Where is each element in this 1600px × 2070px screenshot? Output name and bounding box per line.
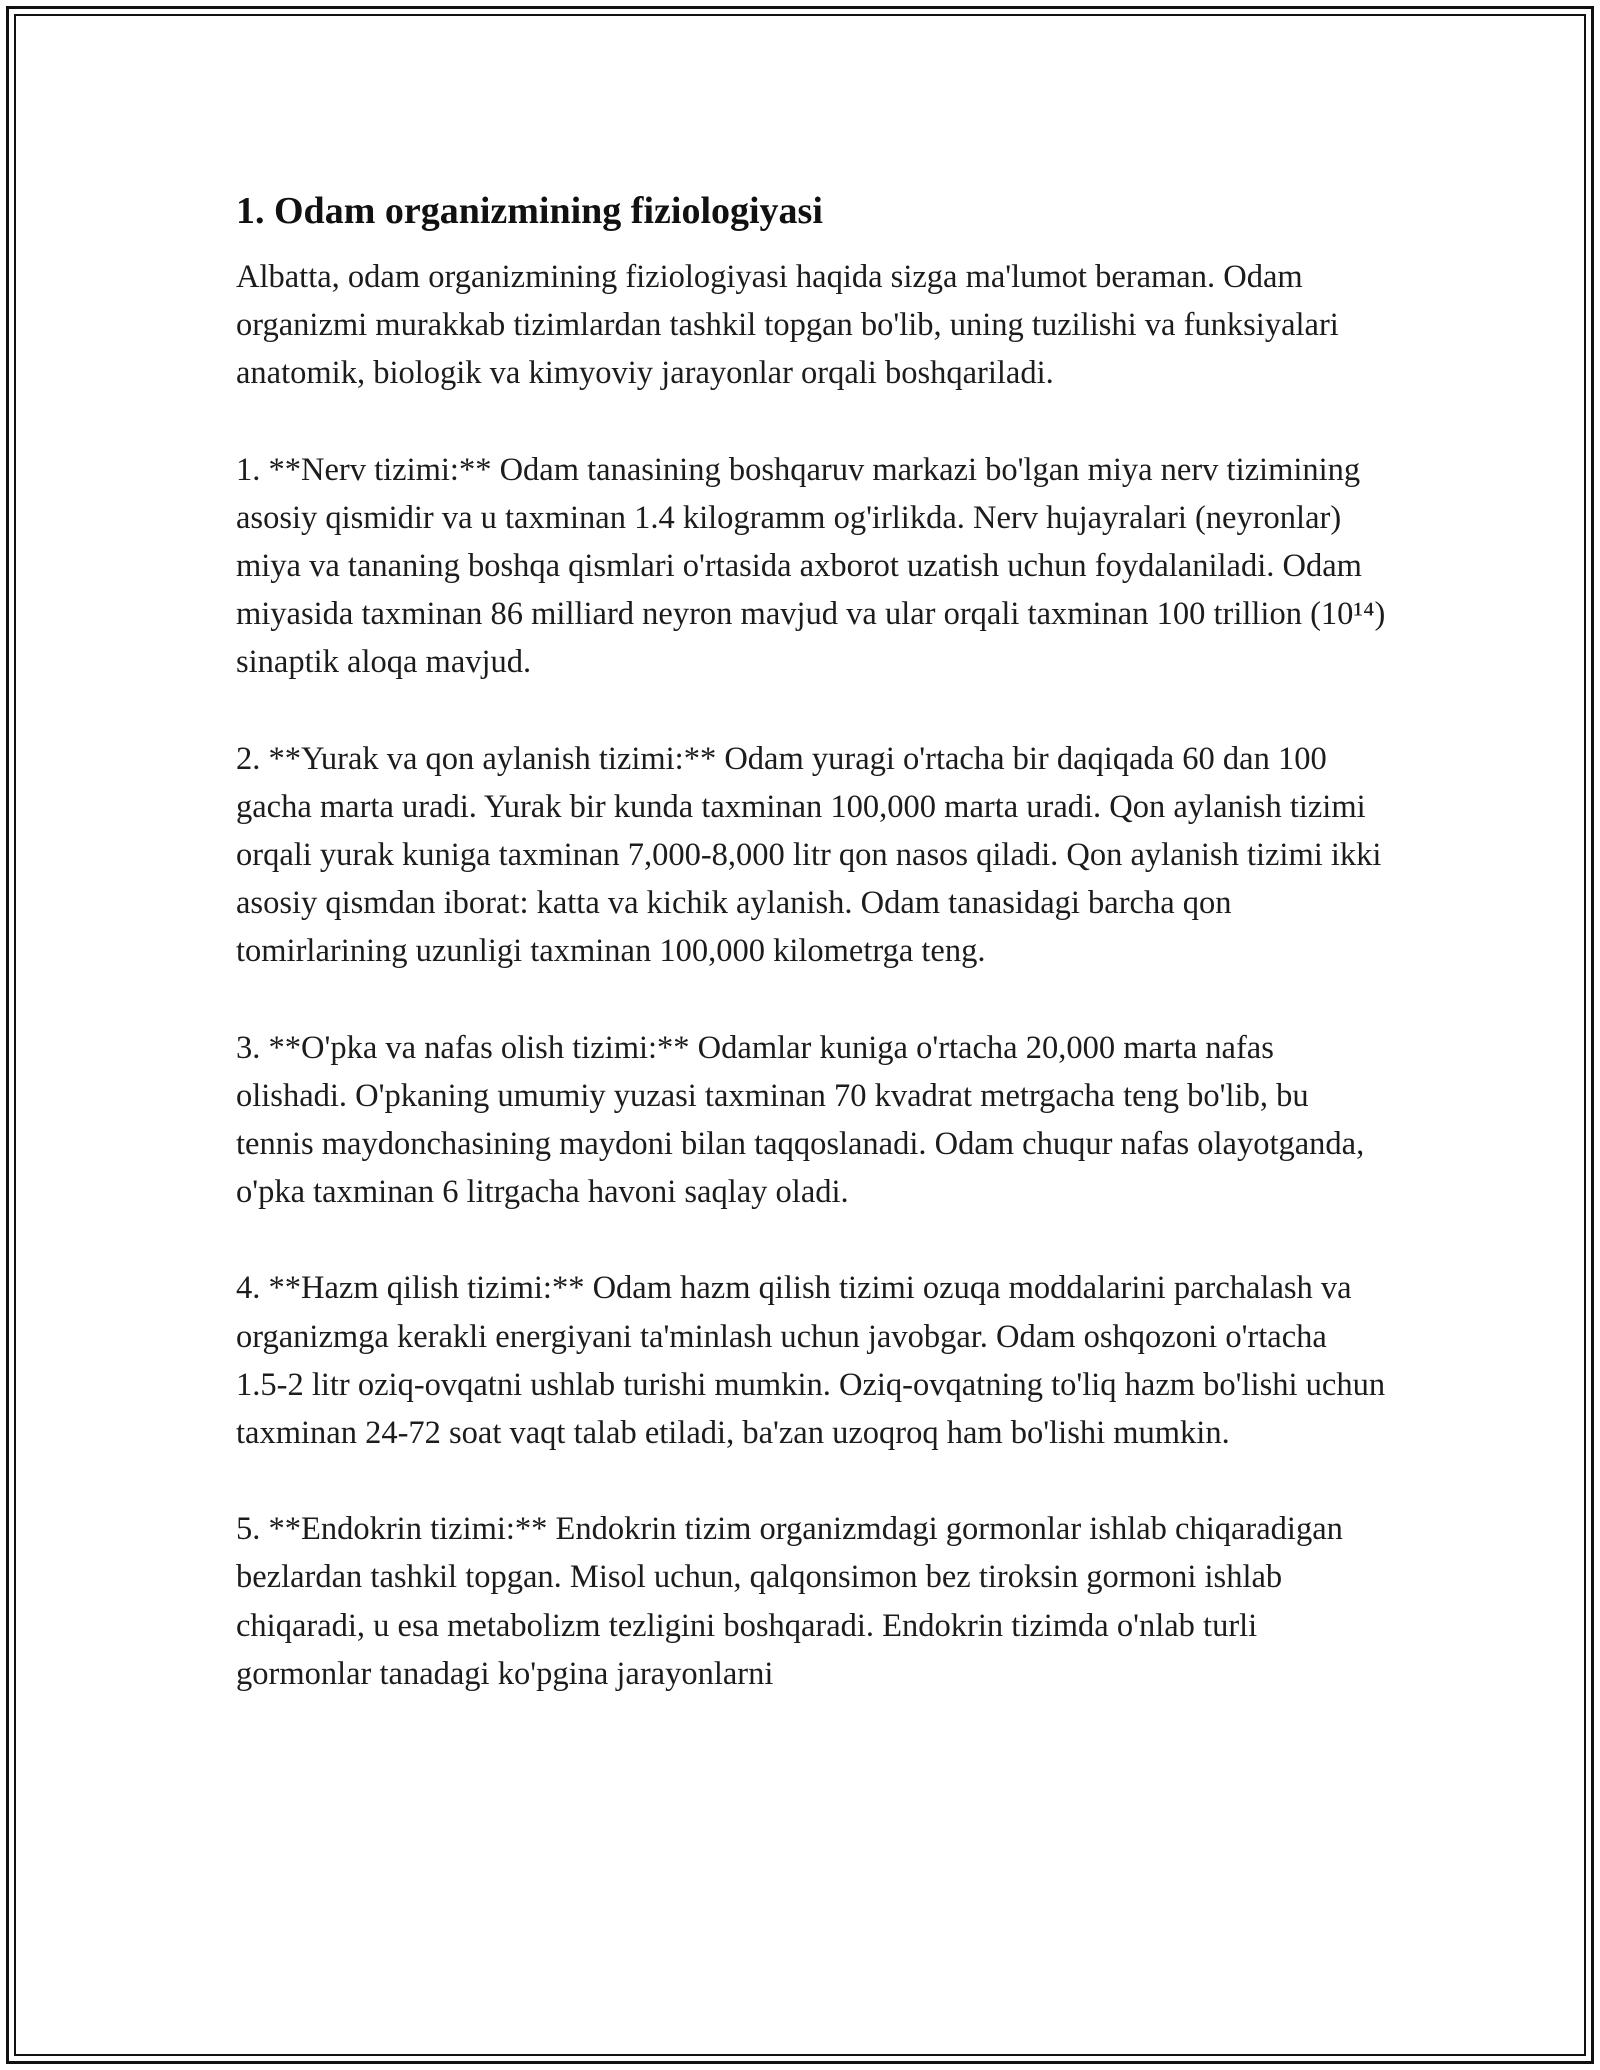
nervous-system-paragraph: 1. **Nerv tizimi:** Odam tanasining boshqaruv markazi bo'lgan miya nerv tizimining asosiy qismidir va u taxminan 1.4 kilogramm og'irlikda. Nerv hujayralari (neyronlar) miya va tananing boshqa qismlari o'rtasida axborot uzatish uchun foydalaniladi. Odam miyasida taxminan 86 milliard neyron mavjud va ular orqali taxminan 100 trillion (10¹⁴) sinaptik aloqa mavjud. (236, 451, 1386, 681)
respiratory-system-paragraph: 3. **O'pka va nafas olish tizimi:** Odamlar kuniga o'rtacha 20,000 marta nafas olishadi. O'pkaning umumiy yuzasi taxminan 70 kvadrat metrgacha teng bo'lib, bu tennis maydonchasining maydoni bilan taqqoslanadi. Odam chuqur nafas olayotganda, o'pka taxminan 6 litrgacha havoni saqlay oladi. (236, 1029, 1365, 1211)
intro-paragraph: Albatta, odam organizmining fiziologiyasi haqida sizga ma'lumot beraman. Odam organizmi murakkab tizimlardan tashkil topgan bo'lib, uning tuzilishi va funksiyalari anatomik, biologik va kimyoviy jarayonlar orqali boshqariladi. (236, 259, 1339, 392)
endocrine-system-paragraph: 5. **Endokrin tizimi:** Endokrin tizim organizmdagi gormonlar ishlab chiqaradigan bezlardan tashkil topgan. Misol uchun, qalqonsimon bez tiroksin gormoni ishlab chiqaradi, u esa metabolizm tezligini boshqaradi. Endokrin tizimda o'nlab turli gormonlar tanadagi ko'pgina jarayonlarni (236, 1511, 1343, 1692)
document-title: 1. Odam organizmining fiziologiyasi (236, 190, 823, 232)
document-body (236, 187, 1386, 1746)
digestive-system-paragraph: 4. **Hazm qilish tizimi:** Odam hazm qilish tizimi ozuqa moddalarini parchalash va organizmga kerakli energiyani ta'minlash uchun javobgar. Odam oshqozoni o'rtacha 1.5-2 litr oziq-ovqatni ushlab turishi mumkin. Oziq-ovqatning to'liq hazm bo'lishi uchun taxminan 24-72 soat vaqt talab etiladi, ba'zan uzoqroq ham bo'lishi mumkin. (236, 1270, 1386, 1452)
circulatory-system-paragraph: 2. **Yurak va qon aylanish tizimi:** Odam yuragi o'rtacha bir daqiqada 60 dan 100 gacha marta uradi. Yurak bir kunda taxminan 100,000 marta uradi. Qon aylanish tizimi orqali yurak kuniga taxminan 7,000-8,000 litr qon nasos qiladi. Qon aylanish tizimi ikki asosiy qismdan iborat: katta va kichik aylanish. Odam tanasidagi barcha qon tomirlarining uzunligi taxminan 100,000 kilometrga teng. (236, 740, 1382, 970)
